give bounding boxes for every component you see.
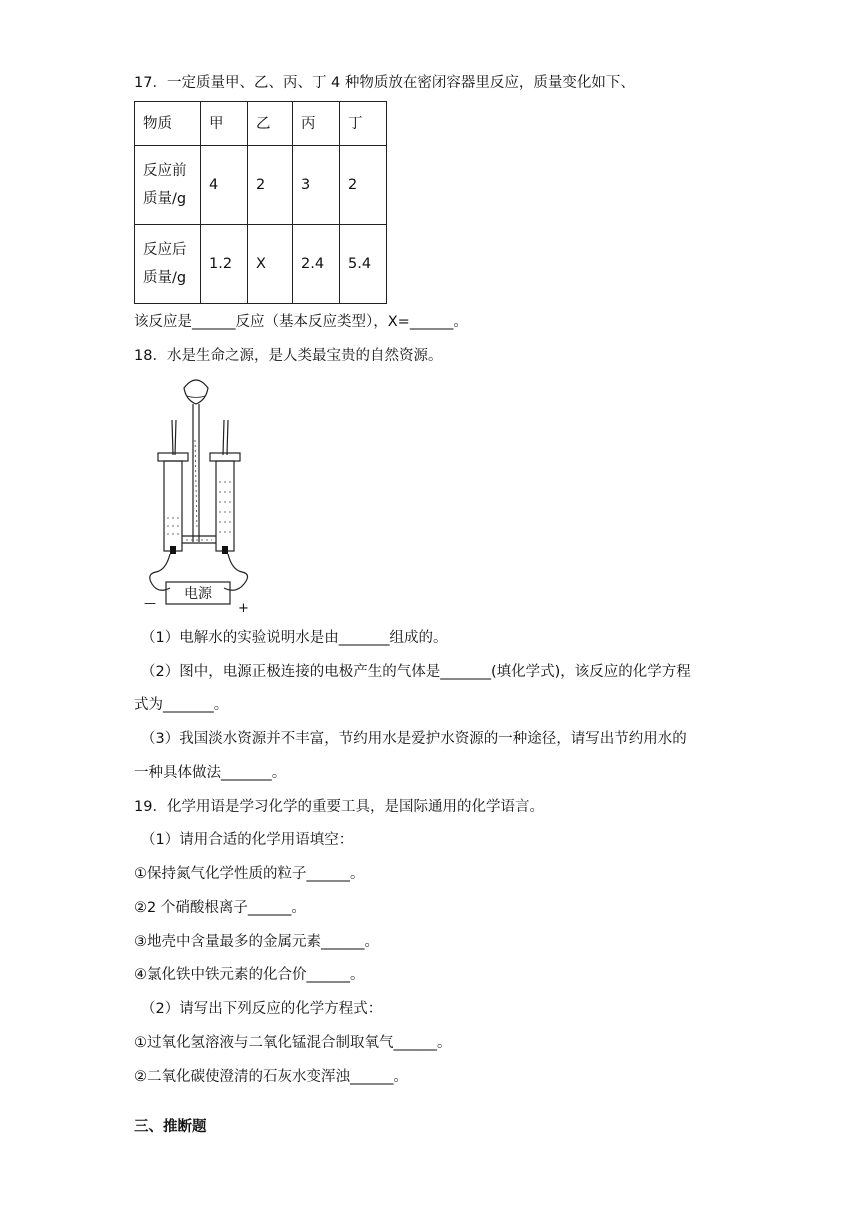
row-label-line2: 质量/g [143,270,187,286]
header-cell: 物质 [135,102,201,146]
value-cell: X [248,225,293,304]
row-label-cell [135,146,201,225]
q17-stem: 17．一定质量甲、乙、丙、丁 4 种物质放在密闭容器里反应，质量变化如下、 [134,75,635,91]
q18-sub1: （1）电解水的实验说明水是由_______组成的。 [141,630,448,646]
table-row [135,146,387,225]
q19-item: ③地壳中含量最多的金属元素______。 [134,934,379,950]
row-label-line2: 质量/g [143,191,187,207]
value-cell: 2 [340,146,387,225]
row-label-line1: 反应前 [143,163,187,179]
header-cell: 丁 [340,102,387,146]
header-cell: 乙 [248,102,293,146]
q19-item: ①过氧化氢溶液与二氧化锰混合制取氧气______。 [134,1035,452,1051]
q17-answer-line: 该反应是______反应（基本反应类型），X=______。 [134,314,468,330]
mass-change-table [134,101,387,304]
q18-sub3-line1: （3）我国淡水资源并不丰富，节约用水是爱护水资源的一种途径，请写出节约用水的 [141,731,687,747]
q18-sub2-line1: （2）图中，电源正极连接的电极产生的气体是_______(填化学式)，该反应的化学方程 [141,664,691,680]
q18-sub2-line2: 式为_______。 [134,697,229,713]
negative-terminal-label: — [144,596,156,610]
value-cell: 2.4 [293,225,340,304]
value-cell: 5.4 [340,225,387,304]
row-label-cell [135,225,201,304]
power-source-label: 电源 [184,586,212,602]
value-cell: 4 [201,146,248,225]
row-label-line1: 反应后 [143,242,187,258]
header-cell: 甲 [201,102,248,146]
q18-stem: 18．水是生命之源，是人类最宝贵的自然资源。 [134,348,443,364]
section-title: 三、推断题 [134,1119,207,1135]
table-row [135,225,387,304]
q19-part2: （2）请写出下列反应的化学方程式： [141,1001,383,1017]
q19-item: ②2 个硝酸根离子______。 [134,900,306,916]
q19-stem: 19．化学用语是学习化学的重要工具，是国际通用的化学语言。 [134,799,544,815]
q19-item: ①保持氮气化学性质的粒子______。 [134,866,365,882]
value-cell: 3 [293,146,340,225]
q18-sub3-line2: 一种具体做法_______。 [134,765,287,781]
q19-item: ②二氧化碳使澄清的石灰水变浑浊______。 [134,1069,408,1085]
water-electrolysis-apparatus [140,350,252,614]
q19-part1: （1）请用合适的化学用语填空： [141,832,354,848]
q19-item: ④氯化铁中铁元素的化合价______。 [134,967,365,983]
table-header-row [135,102,387,146]
header-cell: 丙 [293,102,340,146]
positive-terminal-label: + [238,601,249,614]
value-cell: 1.2 [201,225,248,304]
value-cell: 2 [248,146,293,225]
